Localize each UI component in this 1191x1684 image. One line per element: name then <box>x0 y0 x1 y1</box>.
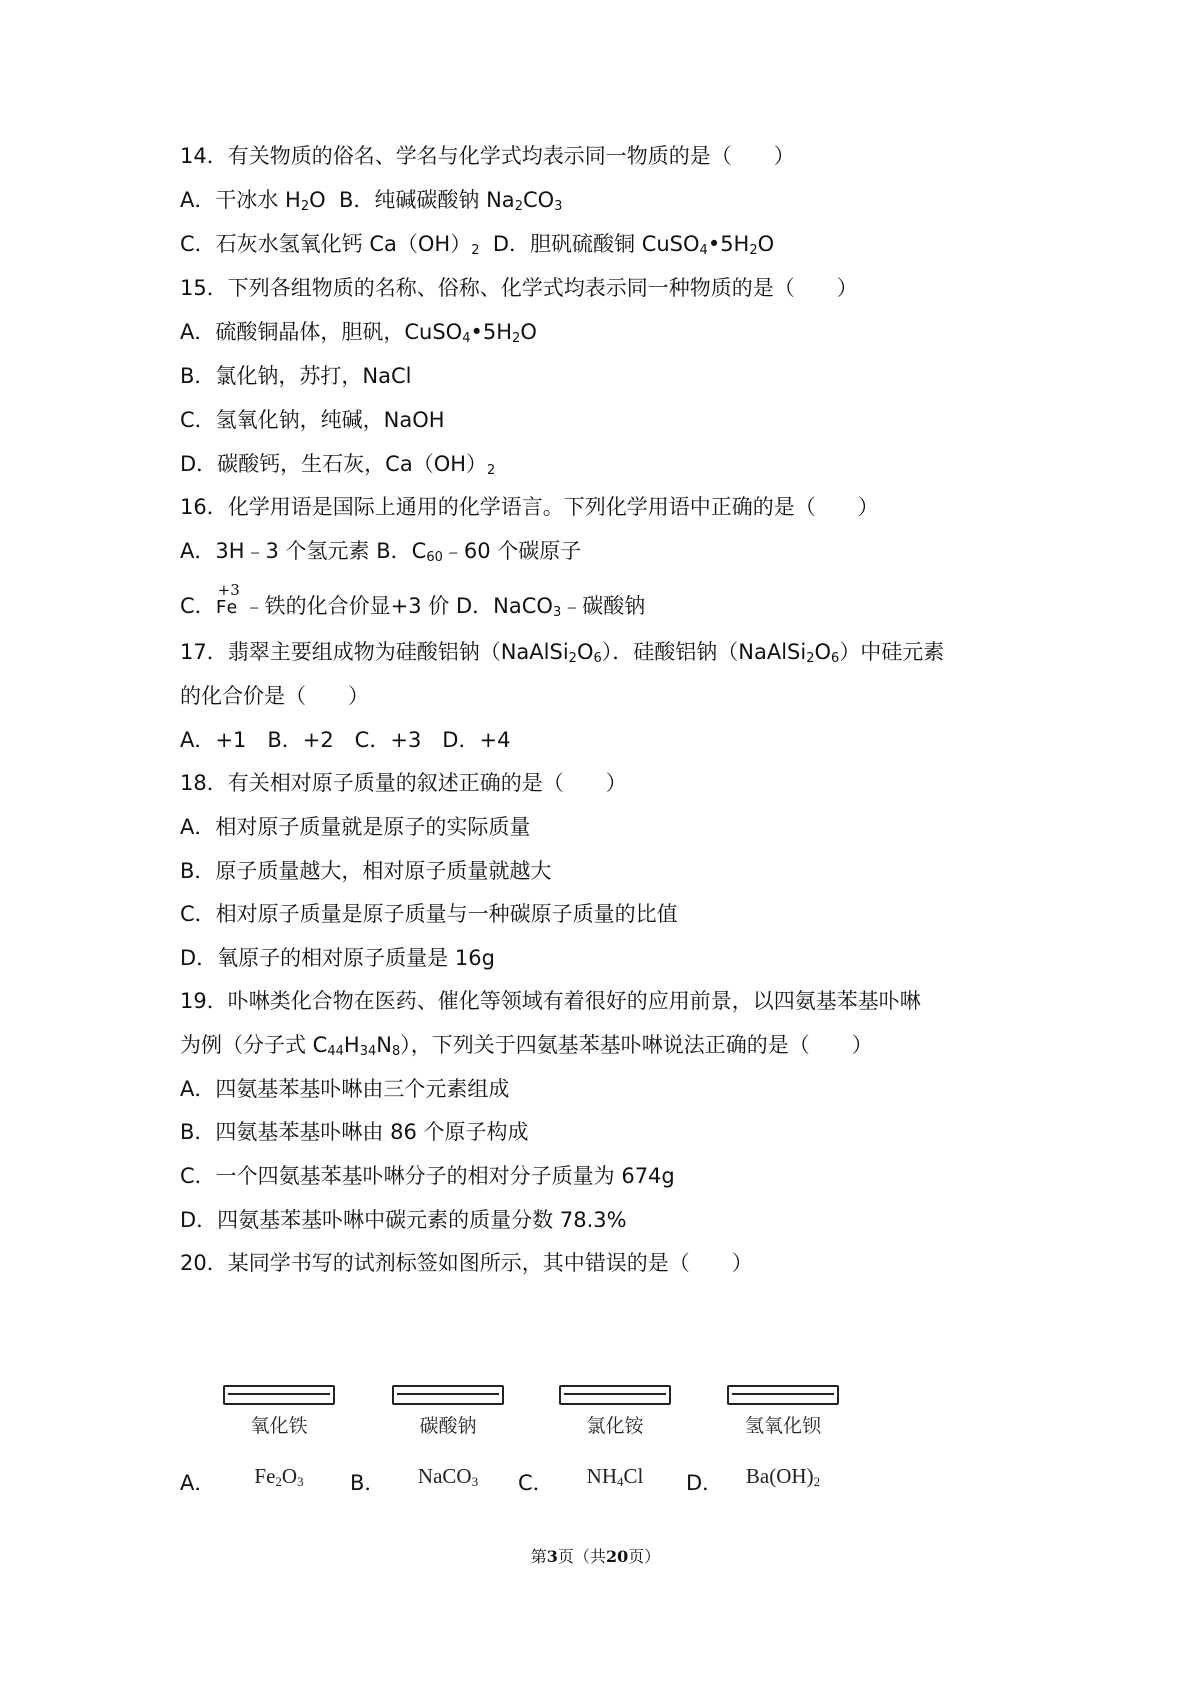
q16-opt-d-sub: 3 <box>552 605 562 620</box>
question-18-option-c <box>180 899 678 929</box>
reagent-formula-a <box>223 1464 335 1489</box>
q16-opt-b: B．C <box>376 539 427 563</box>
q16-opt-a: A．3H﹣3 个氢元素 <box>180 539 370 563</box>
question-19-stem-line2 <box>180 1030 873 1060</box>
q14-opt-b-sub1: 2 <box>514 199 523 214</box>
q15-opt-a: A．硫酸铜晶体，胆矾，CuSO <box>180 320 463 344</box>
q14-opt-a-sub: 2 <box>300 199 310 214</box>
q16-opt-d: D．NaCO <box>456 594 553 618</box>
q17-stem-part6: 的化合价是（ ） <box>180 684 369 708</box>
reagent-label-c <box>559 1385 671 1489</box>
q19-opt-d: D．四氨基苯基卟啉中碳元素的质量分数 78.3% <box>180 1208 627 1232</box>
q14-opt-c: C．石灰水氢氧化钙 Ca（OH） <box>180 232 472 256</box>
question-19-option-c <box>180 1161 675 1191</box>
reagent-labels-figure <box>180 1385 880 1505</box>
question-15-option-c <box>180 405 445 435</box>
reagent-name-c: 氯化铵 <box>586 1415 644 1437</box>
q17-stem-sub3: 2 <box>806 651 815 666</box>
q19-opt-c: C．一个四氨基苯基卟啉分子的相对分子质量为 674g <box>180 1164 675 1188</box>
q15-opt-a-mid: •5H <box>470 320 513 344</box>
question-19-stem-line1 <box>180 986 921 1016</box>
page-footer <box>0 1544 1191 1567</box>
label-option-b-letter: B． <box>350 1471 386 1495</box>
q16-opt-c-prefix: C． <box>180 594 216 618</box>
footer-pre: 第 <box>530 1547 547 1566</box>
q17-options-text: A．+1 B．+2 C．+3 D．+4 <box>180 728 511 752</box>
q14-opt-d-sub1: 4 <box>699 243 708 258</box>
q19-opt-b: B．四氨基苯基卟啉由 86 个原子构成 <box>180 1120 529 1144</box>
q15-opt-a-tail: O <box>520 320 537 344</box>
footer-page-number: 3 <box>546 1547 558 1566</box>
q16-opt-b-sub: 60 <box>426 550 443 565</box>
reagent-name-b: 碳酸钠 <box>419 1415 477 1437</box>
footer-total-pages: 20 <box>605 1547 629 1566</box>
question-18-option-a <box>180 812 530 842</box>
q17-stem-sub1: 2 <box>568 651 577 666</box>
q15-opt-d: D．碳酸钙，生石灰，Ca（OH） <box>180 452 488 476</box>
q18-opt-a: A．相对原子质量就是原子的实际质量 <box>180 815 531 839</box>
q16-opt-b-tail: ﹣60 个碳原子 <box>442 539 582 563</box>
q14-opt-a: A．干冰水 H <box>180 188 301 212</box>
q19-stem-part1: 19．卟啉类化合物在医药、催化等领域有着很好的应用前景，以四氨基苯基卟啉 <box>180 989 921 1013</box>
q15-opt-c: C．氢氧化钠，纯碱，NaOH <box>180 408 445 432</box>
q19-stem-part2: 为例（分子式 C <box>180 1033 328 1057</box>
question-19-option-b <box>180 1117 528 1147</box>
q14-opt-d-mid: •5H <box>707 232 750 256</box>
label-option-c-letter: C． <box>518 1471 554 1495</box>
question-18-stem <box>180 768 627 798</box>
reagent-name-d: 氢氧化钡 <box>744 1415 821 1437</box>
label-option-a-letter: A． <box>180 1471 216 1495</box>
q19-stem-sub1: 44 <box>327 1044 344 1059</box>
q17-stem-part4: O <box>814 640 832 664</box>
reagent-label-d <box>727 1385 839 1489</box>
footer-mid: 页（共 <box>557 1547 606 1566</box>
formula-c-part2: Cl <box>623 1464 644 1488</box>
valence-notation <box>215 581 244 621</box>
q14-opt-b-mid: CO <box>522 188 555 212</box>
q14-opt-d: D．胆矾硫酸铜 CuSO <box>492 232 700 256</box>
q14-opt-c-sub: 2 <box>471 243 480 258</box>
q17-stem-part3: ）．硅酸铝钠（NaAlSi <box>601 640 807 664</box>
reagent-formula-b <box>392 1464 504 1489</box>
q14-opt-d-sub2: 2 <box>749 243 758 258</box>
q19-stem-sub2: 34 <box>359 1044 377 1059</box>
formula-a-part2: O <box>281 1464 298 1488</box>
question-14-stem <box>180 141 795 171</box>
q19-opt-a: A．四氨基苯基卟啉由三个元素组成 <box>180 1077 510 1101</box>
question-19-option-d <box>180 1205 627 1235</box>
q14-stem-text: 14．有关物质的俗名、学名与化学式均表示同一物质的是（ ） <box>180 144 795 168</box>
formula-c-part1: NH <box>586 1464 617 1488</box>
q19-stem-part5: ），下列关于四氨基苯基卟啉说法正确的是（ ） <box>400 1033 873 1057</box>
label-option-d-letter: D． <box>686 1471 724 1495</box>
formula-b-part1: NaCO <box>417 1464 472 1488</box>
q14-opt-d-tail: O <box>757 232 775 256</box>
q15-opt-b: B．氯化钠，苏打，NaCl <box>180 364 412 388</box>
bottle-cap-icon <box>223 1385 335 1405</box>
q15-opt-d-sub: 2 <box>487 463 496 478</box>
reagent-label-b <box>392 1385 504 1489</box>
q14-opt-b: B．纯碱碳酸钠 Na <box>339 188 515 212</box>
q17-stem-part1: 17．翡翠主要组成物为硅酸铝钠（NaAlSi <box>180 640 569 664</box>
q16-opt-c-tail: ﹣铁的化合价显+3 价 <box>243 594 450 618</box>
question-17-stem-line2 <box>180 681 369 711</box>
question-15-option-a <box>180 317 537 347</box>
formula-c-sub1: 4 <box>617 1474 624 1489</box>
q18-opt-c: C．相对原子质量是原子质量与一种碳原子质量的比值 <box>180 902 678 926</box>
formula-d-sub1: 2 <box>813 1474 821 1489</box>
q17-stem-part5: ）中硅元素 <box>839 640 945 664</box>
q19-stem-sub3: 8 <box>391 1044 401 1059</box>
question-14-options-ab <box>180 185 562 215</box>
q19-stem-part4: N <box>376 1033 392 1057</box>
q17-stem-part2: O <box>576 640 594 664</box>
question-19-option-a <box>180 1074 509 1104</box>
formula-b-sub1: 3 <box>471 1474 479 1489</box>
bottle-cap-icon <box>559 1385 671 1405</box>
q17-stem-sub4: 6 <box>831 651 840 666</box>
formula-d-part1: Ba(OH) <box>745 1464 814 1488</box>
reagent-name-a: 氧化铁 <box>250 1415 308 1437</box>
question-17-stem-line1 <box>180 637 944 667</box>
reagent-formula-d <box>727 1464 839 1489</box>
valence-superscript: +3 <box>217 581 240 599</box>
question-16-options-ab <box>180 536 581 566</box>
q17-stem-sub2: 6 <box>593 651 602 666</box>
question-16-options-cd <box>180 581 646 621</box>
q18-opt-b: B．原子质量越大，相对原子质量就越大 <box>180 859 552 883</box>
question-15-option-d <box>180 449 495 479</box>
q15-stem-text: 15．下列各组物质的名称、俗称、化学式均表示同一种物质的是（ ） <box>180 276 858 300</box>
q20-stem-text: 20．某同学书写的试剂标签如图所示，其中错误的是（ ） <box>180 1251 753 1275</box>
q16-opt-d-tail: ﹣碳酸钠 <box>561 594 646 618</box>
footer-post: 页） <box>628 1547 661 1566</box>
q14-opt-a-tail: O <box>309 188 326 212</box>
q16-stem-text: 16．化学用语是国际上通用的化学语言。下列化学用语中正确的是（ ） <box>180 495 879 519</box>
question-15-option-b <box>180 361 411 391</box>
question-20-stem <box>180 1248 753 1278</box>
bottle-cap-icon <box>727 1385 839 1405</box>
q18-opt-d: D．氧原子的相对原子质量是 16g <box>180 946 495 970</box>
question-18-option-d <box>180 943 495 973</box>
valence-element: Fe <box>215 597 238 618</box>
q14-opt-b-sub2: 3 <box>554 199 563 214</box>
question-16-stem <box>180 492 879 522</box>
question-17-options <box>180 725 510 755</box>
reagent-label-a <box>223 1385 335 1489</box>
formula-a-sub2: 3 <box>297 1474 304 1489</box>
q15-opt-a-sub1: 4 <box>462 331 471 346</box>
formula-a-part1: Fe <box>254 1464 276 1488</box>
bottle-cap-icon <box>392 1385 504 1405</box>
q18-stem-text: 18．有关相对原子质量的叙述正确的是（ ） <box>180 771 627 795</box>
reagent-formula-c <box>559 1464 671 1489</box>
question-14-options-cd <box>180 229 774 259</box>
formula-a-sub1: 2 <box>275 1474 282 1489</box>
question-18-option-b <box>180 856 551 886</box>
q15-opt-a-sub2: 2 <box>512 331 521 346</box>
q19-stem-part3: H <box>343 1033 360 1057</box>
question-15-stem <box>180 273 858 303</box>
